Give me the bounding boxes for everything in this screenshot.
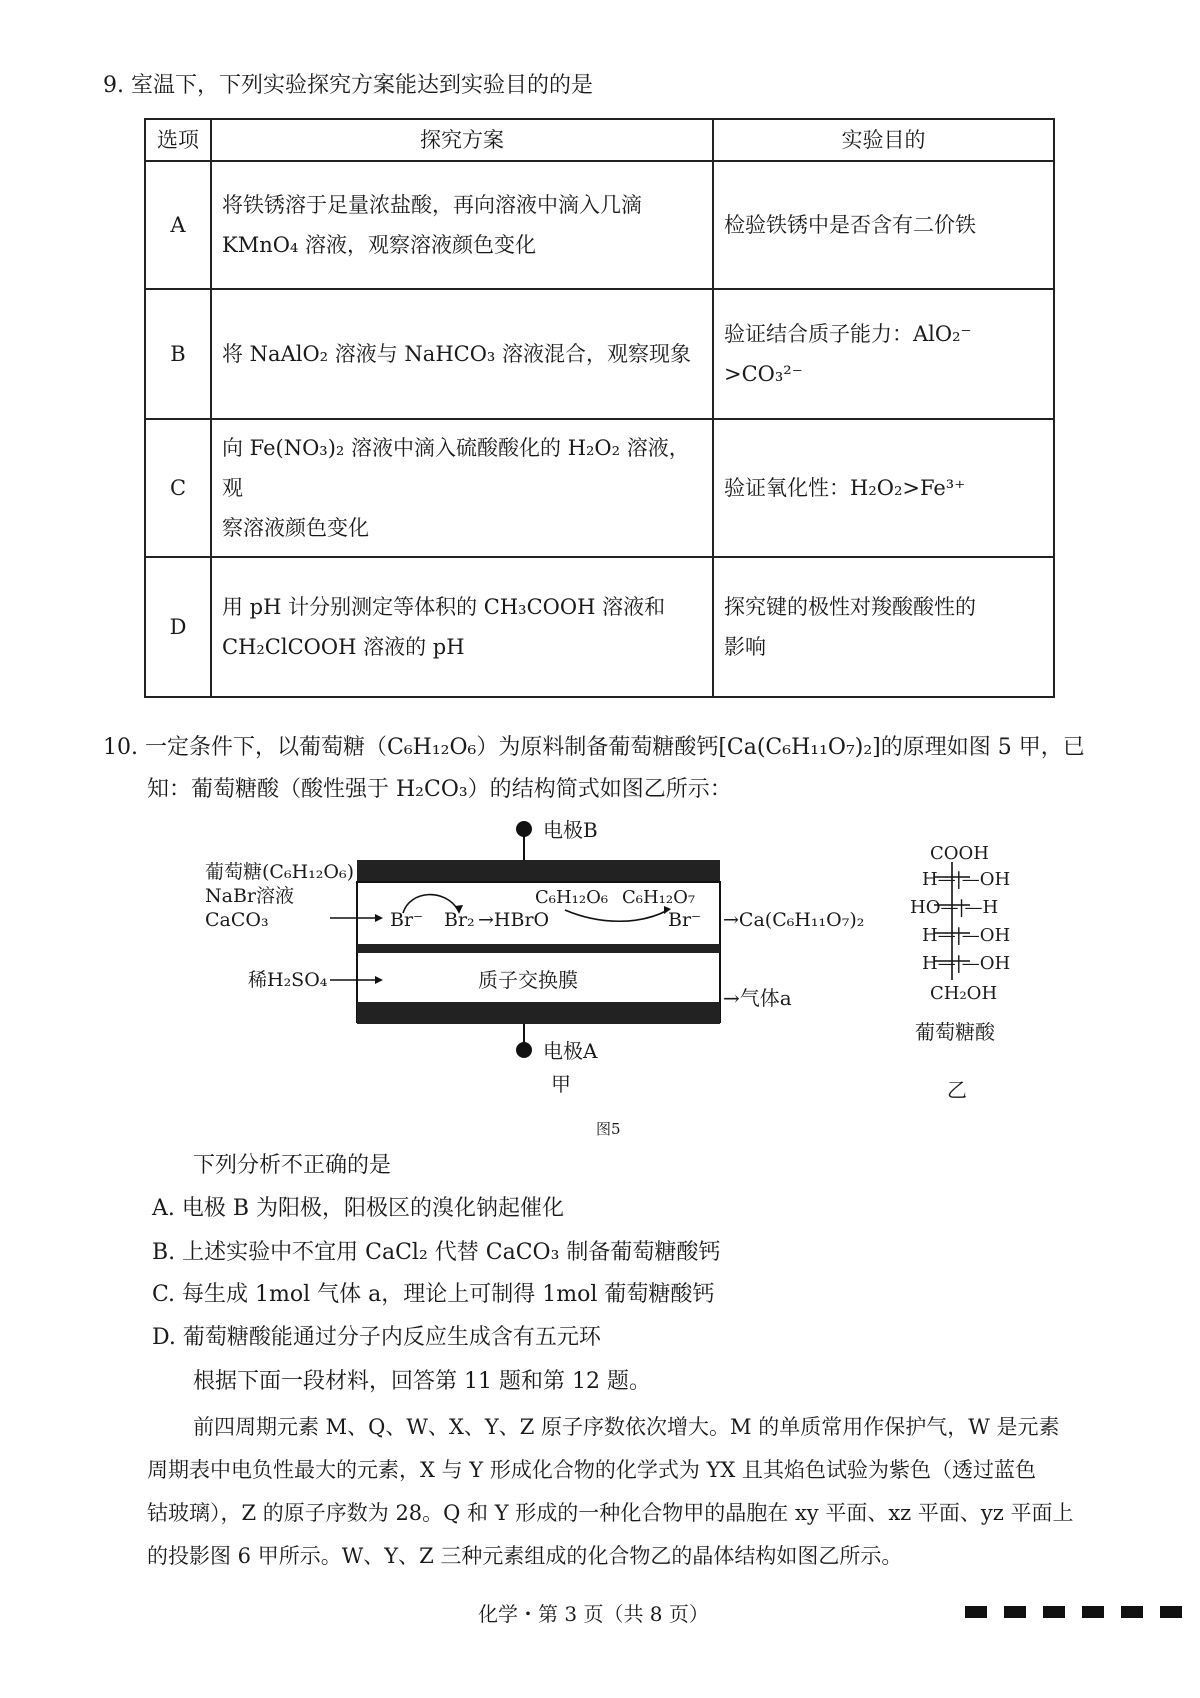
footer-marker (1160, 1606, 1182, 1618)
material-intro: 根据下面一段材料，回答第 11 题和第 12 题。 (193, 1369, 651, 1394)
goal-line: 验证氧化性：H₂O₂>Fe³⁺ (724, 476, 966, 500)
q10-option-a: A. 电极 B 为阳极，阳极区的溴化钠起催化 (152, 1196, 565, 1221)
product-label: →Ca(C₆H₁₁O₇)₂ (723, 909, 865, 931)
material-line: 周期表中电负性最大的元素，X 与 Y 形成化合物的化学式为 YX 且其焰色试验为紫色（透过蓝色 (147, 1458, 1036, 1482)
gas-out-label: →气体a (723, 986, 792, 1010)
gluconic-label: C₆H₁₂O₇ (622, 887, 696, 908)
row-option: D (145, 557, 211, 697)
br-minus-left: Br⁻ (390, 909, 424, 931)
plan-line: 将 NaAlO₂ 溶液与 NaHCO₃ 溶液混合，观察现象 (222, 342, 692, 366)
input-glucose: 葡萄糖(C₆H₁₂O₆) (205, 861, 354, 883)
electrode-a-plate (357, 1002, 720, 1024)
row-option: A (145, 161, 211, 289)
footer-marker (1043, 1606, 1065, 1618)
plan-line: 将铁锈溶于足量浓盐酸，再向溶液中滴入几滴 (222, 193, 642, 217)
plan-line: KMnO₄ 溶液，观察溶液颜色变化 (222, 233, 537, 257)
q10-option-d: D. 葡萄糖酸能通过分子内反应生成含有五元环 (152, 1325, 601, 1350)
goal-line: 检验铁锈中是否含有二价铁 (724, 213, 976, 237)
q10-option-b: B. 上述实验中不宜用 CaCl₂ 代替 CaCO₃ 制备葡萄糖酸钙 (152, 1240, 721, 1265)
membrane-label: 质子交换膜 (478, 968, 578, 992)
goal-line: 影响 (724, 635, 766, 659)
structure-ch2oh: CH₂OH (930, 983, 998, 1004)
plan-line: 向 Fe(NO₃)₂ 溶液中滴入硫酸酸化的 H₂O₂ 溶液，观 (222, 436, 690, 500)
input-caco3: CaCO₃ (205, 909, 269, 931)
goal-line: 探究键的极性对羧酸酸性的 (724, 595, 976, 619)
header-option: 选项 (145, 119, 211, 161)
electrode-a-terminal (516, 1042, 532, 1058)
q10-stem-line1: 10. 一定条件下，以葡萄糖（C₆H₁₂O₆）为原料制备葡萄糖酸钙[Ca(C₆H₁₁O₇)₂]的原理如图 5 甲，已 (103, 735, 1085, 760)
row-option: B (145, 289, 211, 419)
q10-stem-line2: 知：葡萄糖酸（酸性强于 H₂CO₃）的结构简式如图乙所示： (147, 777, 732, 802)
material-line: 前四周期元素 M、Q、W、X、Y、Z 原子序数依次增大。M 的单质常用作保护气，W 是元素 (193, 1415, 1060, 1439)
br2-label: Br₂ (444, 909, 475, 931)
label-jia: 甲 (551, 1072, 571, 1096)
input-h2so4: 稀H₂SO₄ (248, 969, 328, 991)
figure-caption: 图5 (596, 1120, 621, 1138)
electrode-b-label: 电极B (543, 818, 598, 842)
electrode-b-plate (357, 860, 720, 882)
plan-line: 察溶液颜色变化 (222, 516, 369, 540)
page-footer: 化学・第 3 页（共 8 页） (478, 1602, 709, 1626)
material-line: 钴玻璃），Z 的原子序数为 28。Q 和 Y 形成的一种化合物甲的晶胞在 xy 平面、xz 平面、yz 平面上 (147, 1501, 1074, 1525)
goal-line: 验证结合质子能力：AlO₂⁻ (724, 322, 972, 346)
label-yi: 乙 (947, 1078, 967, 1102)
hbro-label: →HBrO (478, 909, 550, 931)
plan-line: 用 pH 计分别测定等体积的 CH₃COOH 溶液和 (222, 595, 666, 619)
row-option: C (145, 419, 211, 557)
structure-name: 葡萄糖酸 (915, 1020, 995, 1044)
material-line: 的投影图 6 甲所示。W、Y、Z 三种元素组成的化合物乙的晶体结构如图乙所示。 (147, 1544, 903, 1568)
q9-stem: 9. 室温下，下列实验探究方案能达到实验目的的是 (103, 73, 593, 98)
q10-question: 下列分析不正确的是 (193, 1153, 392, 1178)
br-minus-right: Br⁻ (668, 909, 702, 931)
glucose-label: C₆H₁₂O₆ (535, 887, 609, 908)
structure-row: HO—|—H (910, 897, 999, 918)
input-nabr: NaBr溶液 (205, 885, 294, 907)
proton-exchange-membrane (357, 944, 720, 953)
header-goal: 实验目的 (713, 119, 1054, 161)
structure-row: H—|—OH (922, 925, 1011, 946)
electrode-a-label: 电极A (543, 1039, 598, 1063)
q10-option-c: C. 每生成 1mol 气体 a，理论上可制得 1mol 葡萄糖酸钙 (152, 1282, 715, 1307)
structure-row: H—|—OH (922, 953, 1011, 974)
plan-line: CH₂ClCOOH 溶液的 pH (222, 635, 465, 659)
structure-cooh: COOH (930, 843, 989, 864)
structure-row: H—|—OH (922, 869, 1011, 890)
goal-line: >CO₃²⁻ (724, 362, 803, 386)
footer-marker (1004, 1606, 1026, 1618)
footer-marker (1082, 1606, 1104, 1618)
footer-marker (1121, 1606, 1143, 1618)
footer-marker (965, 1606, 987, 1618)
header-plan: 探究方案 (211, 119, 713, 161)
